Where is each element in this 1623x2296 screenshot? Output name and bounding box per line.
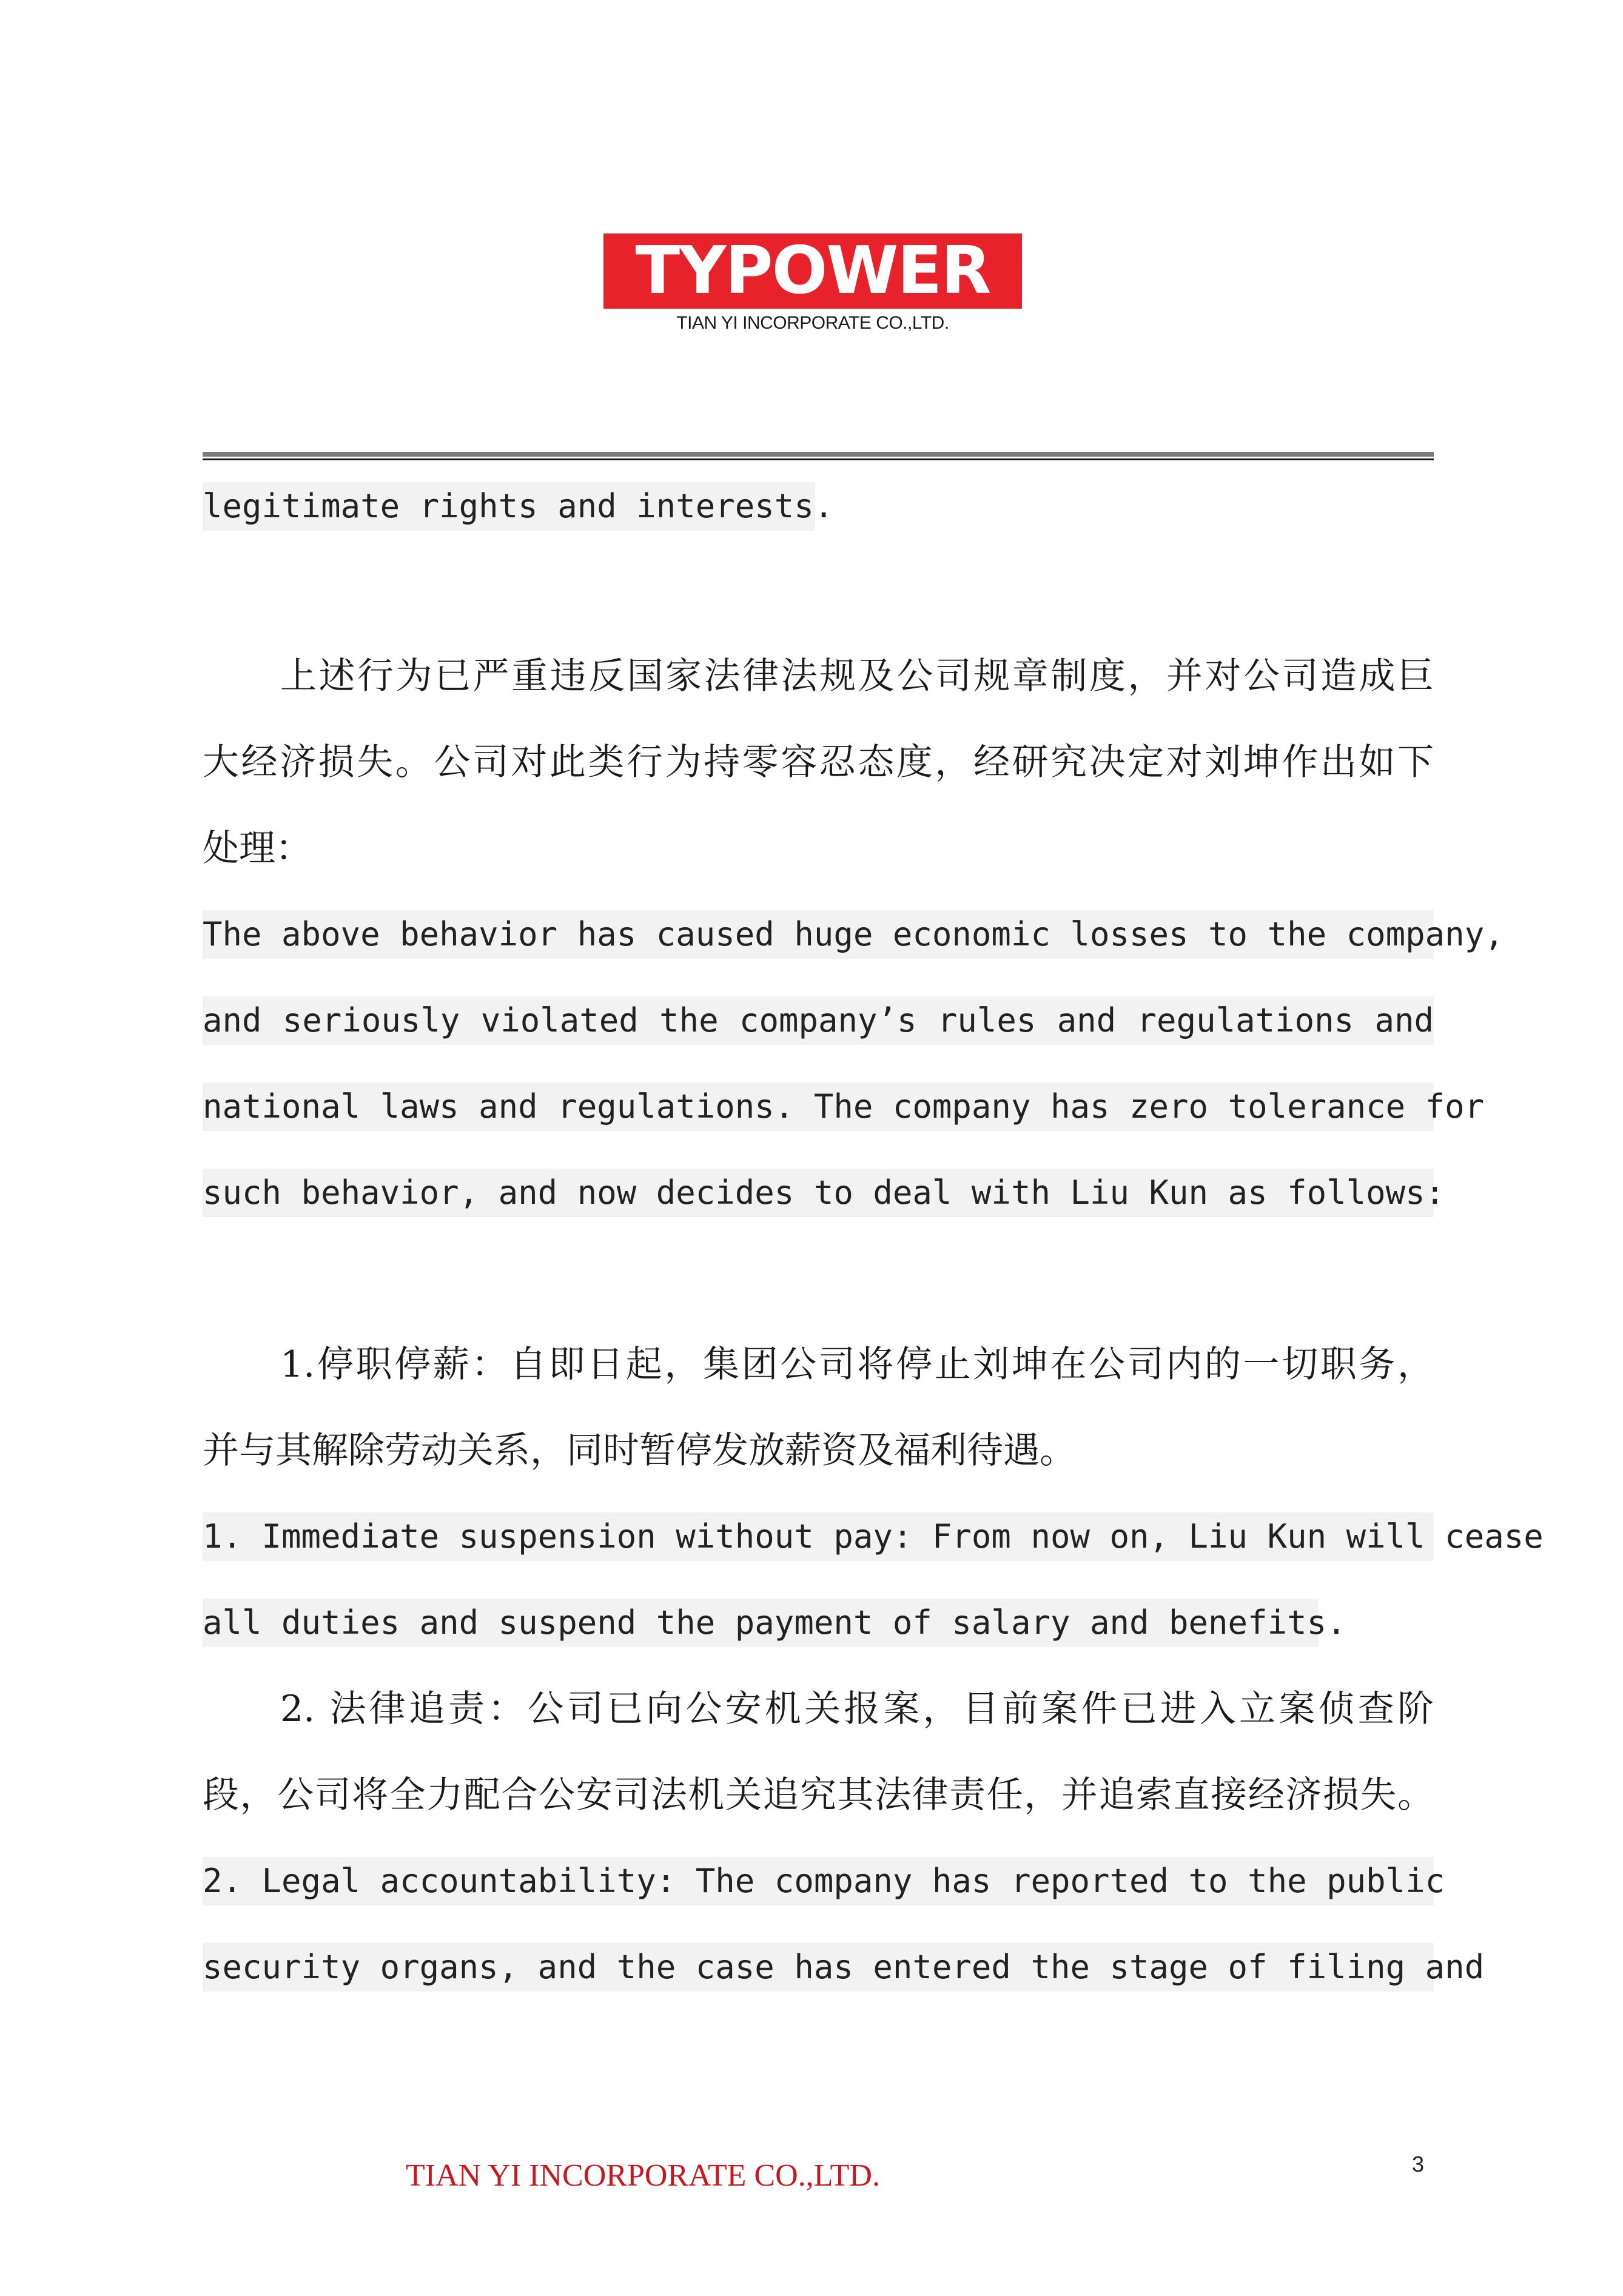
chinese-text-line: 1.停职停薪：自即日起，集团公司将停止刘坤在公司内的一切职务，	[280, 1343, 1434, 1386]
chinese-text-line: 段，公司将全力配合公安司法机关追究其法律责任，并追索直接经济损失。	[203, 1774, 1434, 1816]
header-divider-thick	[203, 452, 1434, 457]
logo-text: TYPOWER	[635, 233, 990, 309]
chinese-text-line: 大经济损失。公司对此类行为持零容忍态度，经研究决定对刘坤作出如下	[203, 741, 1434, 784]
english-text-line: The above behavior has caused huge economic losses to the company,	[203, 915, 1504, 953]
chinese-text-line: 2. 法律追责：公司已向公安机关报案，目前案件已进入立案侦查阶	[280, 1688, 1434, 1730]
page-number: 3	[1412, 2152, 1425, 2177]
english-text-line: all duties and suspend the payment of salary and benefits.	[203, 1603, 1346, 1642]
chinese-text-line: 并与其解除劳动关系，同时暂停发放薪资及福利待遇。	[203, 1429, 1076, 1472]
english-text-line: 2. Legal accountability: The company has reported to the public	[203, 1862, 1445, 1900]
english-text-line: 1. Immediate suspension without pay: From now on, Liu Kun will cease	[203, 1517, 1544, 1556]
company-logo	[603, 233, 1022, 309]
chinese-text-line: 处理：	[203, 827, 312, 870]
footer-company-name: TIAN YI INCORPORATE CO.,LTD.	[406, 2158, 880, 2193]
english-text-line: legitimate rights and interests.	[203, 487, 834, 525]
english-text-line: security organs, and the case has entered the stage of filing and	[203, 1948, 1485, 1986]
english-text-line: such behavior, and now decides to deal with Liu Kun as follows:	[203, 1173, 1445, 1212]
english-text-line: and seriously violated the company’s rules and regulations and	[203, 1001, 1434, 1039]
logo-subtitle: TIAN YI INCORPORATE CO.,LTD.	[676, 313, 949, 333]
english-text-line: national laws and regulations. The company has zero tolerance for	[203, 1087, 1485, 1126]
chinese-text-line: 上述行为已严重违反国家法律法规及公司规章制度，并对公司造成巨	[280, 655, 1434, 697]
header-divider-thin	[203, 458, 1434, 460]
